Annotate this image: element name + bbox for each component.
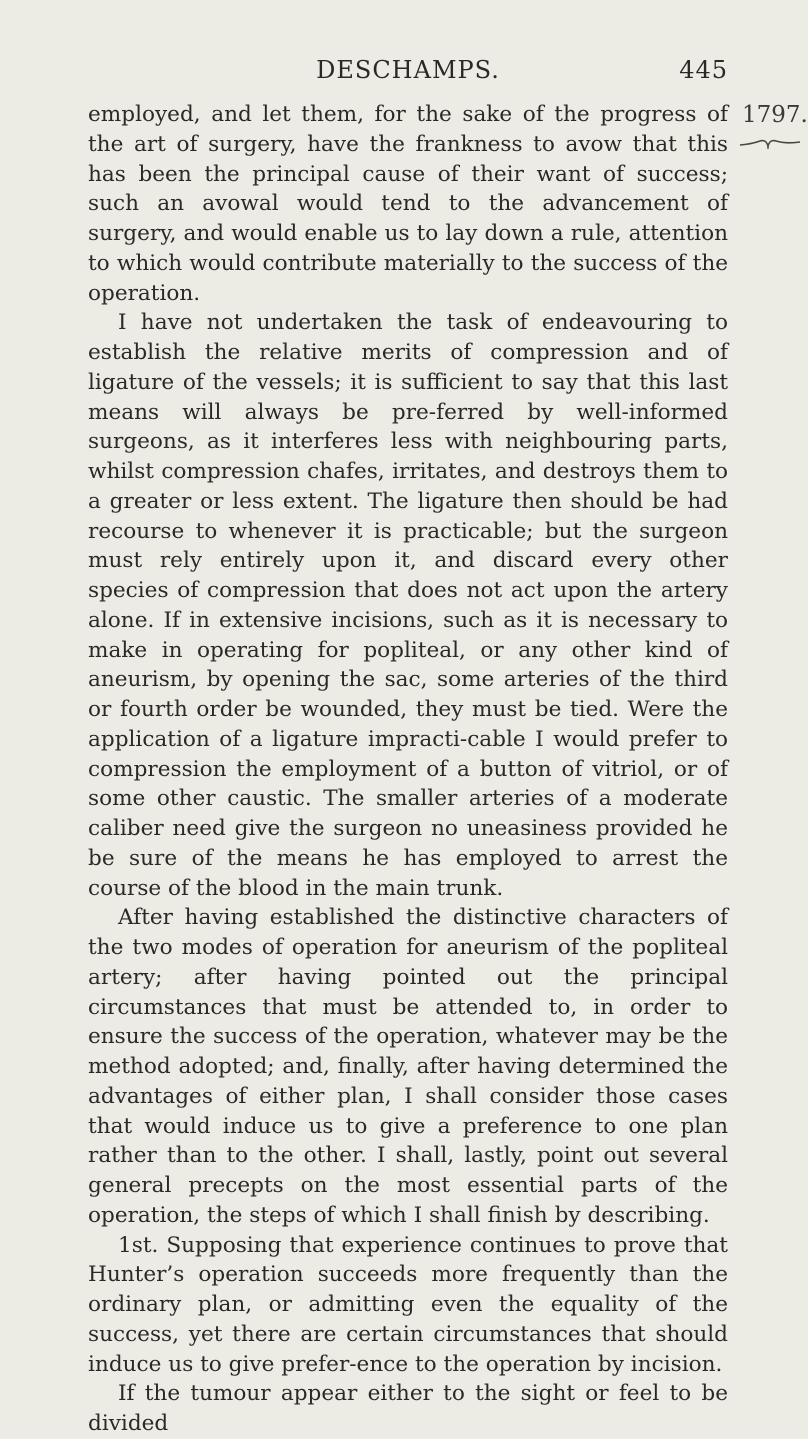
paragraph-1: employed, and let them, for the sake of the progress of the art of surgery, have the frankness to avow that this has been the principal cause of their want of success; such an avowal would tend to the advancement of surgery, and would enable us to lay down a rule, attention to which would contribute materially to the success of the operation. [88,102,728,306]
margin-year-note: 1797. [742,102,808,128]
paragraph-5: If the tumour appear either to the sight or feel to be divided [88,1381,728,1436]
paragraph-3: After having established the distinctive characters of the two modes of operation for aneurism of the popliteal artery; after having pointed out the principal circumstances that must be attended to, in order to ensure the success of the operation, whatever may be the method adopted; and, finally, after having determined the advantages of either plan, I shall consider those cases that would induce us to give a preference to one plan rather than to the other. I shall, lastly, point out several general precepts on the most essential parts of the operation, the steps of which I shall finish by describing. [88,905,728,1228]
body-text [88,100,728,1439]
paragraph-2: I have not undertaken the task of endeavouring to establish the relative merits of compression and of ligature of the vessels; it is sufficient to say that this last means will always be pre-ferred by well-informed surgeons, as it interferes less with neighbouring parts, whilst compression chafes, irritates, and destroys them to a greater or less extent. The ligature then should be had recourse to whenever it is practicable; but the surgeon must rely entirely upon it, and discard every other species of compression that does not act upon the artery alone. If in extensive incisions, such as it is necessary to make in operating for popliteal, or any other kind of aneurism, by opening the sac, some arteries of the third or fourth order be wounded, they must be tied. Were the application of a ligature impracti-cable I would prefer to compression the employment of a button of vitriol, or of some other caustic. The smaller arteries of a moderate caliber need give the surgeon no uneasiness provided he be sure of the means he has employed to arrest the course of the blood in the main trunk. [88,310,728,901]
paragraph-4: 1st. Supposing that experience continues to prove that Hunter’s operation succeeds more frequently than the ordinary plan, or admitting even the equality of the success, yet there are certain circumstances that should induce us to give prefer-ence to the operation by incision. [88,1232,728,1377]
page-number: 445 [679,56,728,84]
margin-brace-mark [738,136,808,154]
running-head [88,56,728,90]
running-title: DESCHAMPS. [316,56,500,84]
